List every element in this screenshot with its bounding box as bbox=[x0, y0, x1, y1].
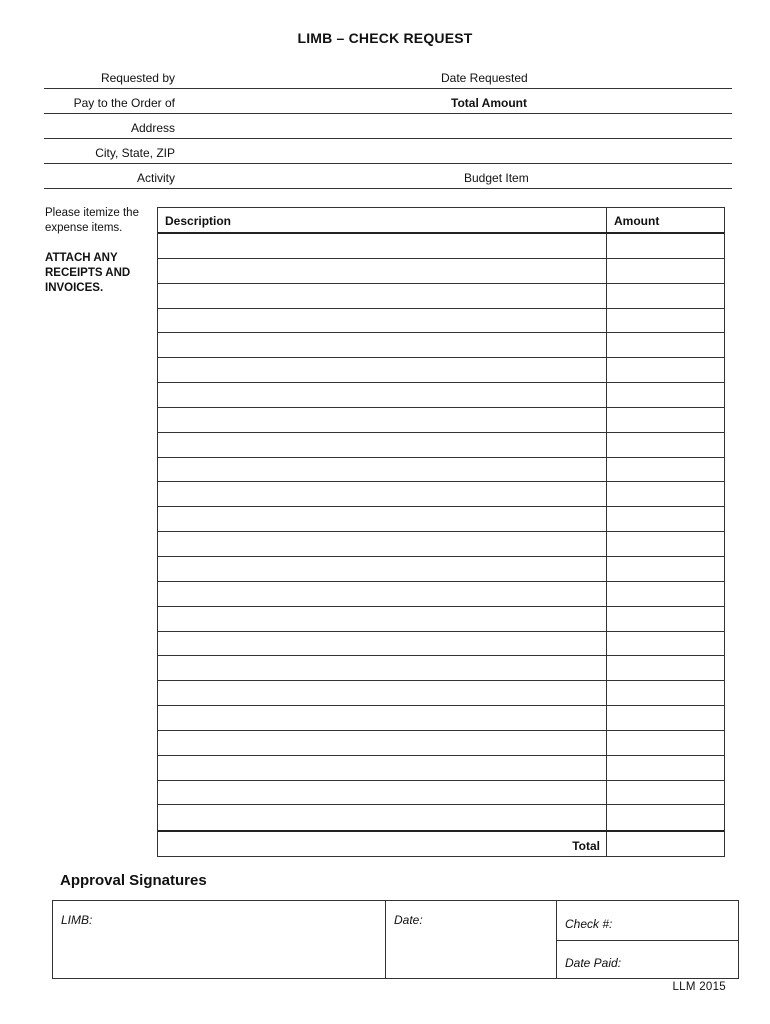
expense-description-cell[interactable] bbox=[158, 284, 607, 308]
itemize-note bbox=[45, 206, 150, 296]
activity-label: Activity bbox=[136, 171, 175, 185]
expense-amount-cell[interactable] bbox=[607, 731, 724, 755]
expense-row bbox=[158, 284, 724, 309]
amount-header: Amount bbox=[614, 214, 660, 228]
expense-amount-cell[interactable] bbox=[607, 781, 724, 805]
expense-total-row bbox=[158, 830, 724, 856]
expense-amount-cell[interactable] bbox=[607, 482, 724, 506]
total-amount-cell[interactable] bbox=[607, 832, 724, 856]
expense-amount-cell[interactable] bbox=[607, 656, 724, 680]
approval-heading: Approval Signatures bbox=[60, 872, 207, 889]
expense-amount-cell[interactable] bbox=[607, 383, 724, 407]
expense-table-body bbox=[158, 234, 724, 830]
expense-amount-cell[interactable] bbox=[607, 805, 724, 830]
expense-row bbox=[158, 731, 724, 756]
expense-description-cell[interactable] bbox=[158, 731, 607, 755]
expense-row bbox=[158, 507, 724, 532]
pay-to-label: Pay to the Order of bbox=[73, 96, 175, 110]
expense-description-cell[interactable] bbox=[158, 706, 607, 730]
expense-amount-cell[interactable] bbox=[607, 433, 724, 457]
expense-amount-cell[interactable] bbox=[607, 333, 724, 357]
expense-amount-cell[interactable] bbox=[607, 408, 724, 432]
expense-row bbox=[158, 433, 724, 458]
expense-amount-cell[interactable] bbox=[607, 458, 724, 482]
expense-row bbox=[158, 259, 724, 284]
expense-amount-cell[interactable] bbox=[607, 706, 724, 730]
expense-amount-cell[interactable] bbox=[607, 607, 724, 631]
limb-signature-cell[interactable] bbox=[53, 901, 386, 978]
expense-amount-cell[interactable] bbox=[607, 532, 724, 556]
header-row-requested[interactable] bbox=[44, 64, 732, 89]
expense-description-cell[interactable] bbox=[158, 607, 607, 631]
expense-description-cell[interactable] bbox=[158, 781, 607, 805]
requested-by-label: Requested by bbox=[100, 71, 175, 85]
expense-amount-cell[interactable] bbox=[607, 259, 724, 283]
header-row-activity[interactable] bbox=[44, 164, 732, 189]
expense-row bbox=[158, 582, 724, 607]
expense-table-header bbox=[158, 208, 724, 234]
expense-row bbox=[158, 681, 724, 706]
expense-description-cell[interactable] bbox=[158, 458, 607, 482]
expense-row bbox=[158, 706, 724, 731]
expense-amount-cell[interactable] bbox=[607, 632, 724, 656]
expense-row bbox=[158, 383, 724, 408]
expense-row bbox=[158, 358, 724, 383]
expense-amount-cell[interactable] bbox=[607, 309, 724, 333]
expense-description-cell[interactable] bbox=[158, 656, 607, 680]
expense-row bbox=[158, 482, 724, 507]
expense-row bbox=[158, 656, 724, 681]
expense-amount-cell[interactable] bbox=[607, 284, 724, 308]
total-label: Total bbox=[158, 832, 607, 856]
expense-description-cell[interactable] bbox=[158, 756, 607, 780]
expense-row bbox=[158, 557, 724, 582]
expense-description-cell[interactable] bbox=[158, 482, 607, 506]
expense-description-cell[interactable] bbox=[158, 532, 607, 556]
expense-row bbox=[158, 756, 724, 781]
description-header: Description bbox=[158, 208, 607, 232]
expense-row bbox=[158, 805, 724, 830]
header-row-city[interactable] bbox=[44, 139, 732, 164]
check-number-label: Check #: bbox=[565, 917, 613, 931]
expense-description-cell[interactable] bbox=[158, 805, 607, 830]
header-row-pay-to[interactable] bbox=[44, 89, 732, 114]
expense-amount-cell[interactable] bbox=[607, 582, 724, 606]
budget-item-label: Budget Item bbox=[464, 171, 529, 185]
expense-description-cell[interactable] bbox=[158, 358, 607, 382]
expense-row bbox=[158, 458, 724, 483]
total-amount-label: Total Amount bbox=[451, 96, 527, 110]
expense-row bbox=[158, 607, 724, 632]
expense-row bbox=[158, 408, 724, 433]
expense-row bbox=[158, 309, 724, 334]
expense-row bbox=[158, 632, 724, 657]
limb-label: LIMB: bbox=[61, 913, 93, 927]
expense-description-cell[interactable] bbox=[158, 333, 607, 357]
expense-amount-cell[interactable] bbox=[607, 358, 724, 382]
expense-table bbox=[157, 207, 725, 857]
expense-row bbox=[158, 532, 724, 557]
expense-row bbox=[158, 234, 724, 259]
expense-description-cell[interactable] bbox=[158, 234, 607, 258]
address-label: Address bbox=[130, 121, 175, 135]
expense-row bbox=[158, 781, 724, 806]
expense-description-cell[interactable] bbox=[158, 557, 607, 581]
expense-description-cell[interactable] bbox=[158, 632, 607, 656]
page-title: LIMB – CHECK REQUEST bbox=[297, 30, 473, 46]
date-paid-label: Date Paid: bbox=[565, 955, 622, 970]
attach-receipts-note: ATTACH ANY RECEIPTS AND INVOICES. bbox=[45, 252, 131, 294]
expense-description-cell[interactable] bbox=[158, 582, 607, 606]
expense-amount-cell[interactable] bbox=[607, 681, 724, 705]
expense-amount-cell[interactable] bbox=[607, 234, 724, 258]
expense-description-cell[interactable] bbox=[158, 681, 607, 705]
itemize-instruction: Please itemize the expense items. bbox=[45, 207, 139, 234]
expense-amount-cell[interactable] bbox=[607, 557, 724, 581]
city-state-zip-label: City, State, ZIP bbox=[95, 146, 175, 160]
header-row-address[interactable] bbox=[44, 114, 732, 139]
payment-info-cell bbox=[557, 901, 738, 978]
expense-description-cell[interactable] bbox=[158, 408, 607, 432]
approval-signatures-box bbox=[52, 900, 739, 979]
expense-description-cell[interactable] bbox=[158, 383, 607, 407]
date-paid-cell[interactable] bbox=[557, 940, 738, 979]
date-signature-cell[interactable] bbox=[386, 901, 557, 978]
expense-row bbox=[158, 333, 724, 358]
expense-amount-cell[interactable] bbox=[607, 507, 724, 531]
expense-description-cell[interactable] bbox=[158, 259, 607, 283]
date-requested-label: Date Requested bbox=[441, 71, 528, 85]
expense-description-cell[interactable] bbox=[158, 433, 607, 457]
check-number-cell[interactable] bbox=[557, 901, 738, 940]
expense-description-cell[interactable] bbox=[158, 507, 607, 531]
date-label: Date: bbox=[394, 913, 423, 927]
expense-description-cell[interactable] bbox=[158, 309, 607, 333]
expense-amount-cell[interactable] bbox=[607, 756, 724, 780]
form-code: LLM 2015 bbox=[672, 981, 726, 993]
